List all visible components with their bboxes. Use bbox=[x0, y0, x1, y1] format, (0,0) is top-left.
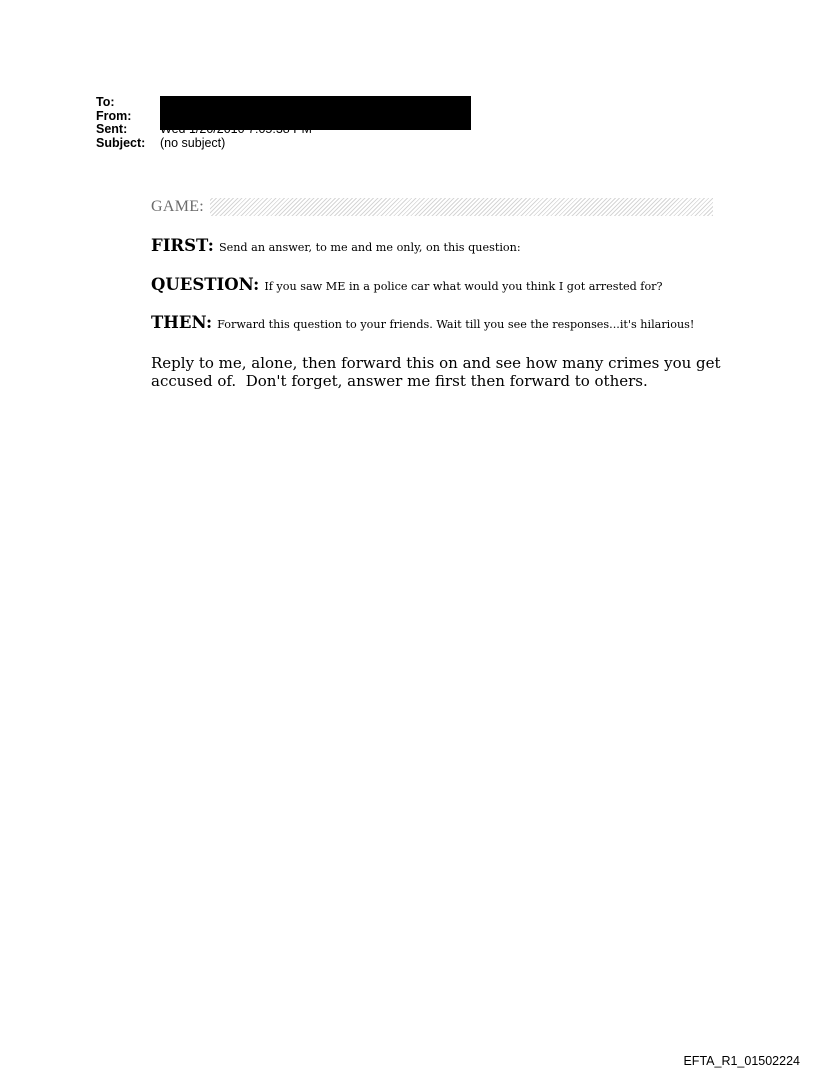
subject-label: Subject: bbox=[96, 135, 146, 150]
document-id: EFTA_R1_01502224 bbox=[683, 1054, 800, 1068]
redaction-bar bbox=[160, 96, 471, 130]
question-paragraph bbox=[151, 275, 663, 294]
first-text: Send an answer, to me and me only, on this question: bbox=[218, 241, 521, 254]
then-text: Forward this question to your friends. Wait till you see the responses...it's hilarious! bbox=[217, 318, 695, 331]
closing-paragraph bbox=[151, 354, 731, 390]
question-text: If you saw ME in a police car what would you think I got arrested for? bbox=[264, 280, 663, 293]
then-paragraph bbox=[151, 313, 694, 332]
subject-value: (no subject) bbox=[160, 135, 226, 150]
first-lead: FIRST: bbox=[151, 236, 214, 255]
closing-line-2: accused of. Don't forget, answer me first then forward to others. bbox=[151, 372, 648, 390]
to-label: To: bbox=[96, 95, 115, 109]
then-lead: THEN: bbox=[151, 313, 213, 332]
game-banner bbox=[148, 198, 713, 216]
first-paragraph bbox=[151, 236, 521, 255]
subject-row bbox=[96, 137, 312, 151]
sent-label: Sent: bbox=[96, 122, 128, 136]
closing-line-1: Reply to me, alone, then forward this on and see how many crimes you get bbox=[151, 354, 721, 372]
game-label: GAME: bbox=[148, 198, 210, 216]
question-lead: QUESTION: bbox=[151, 275, 260, 294]
from-label: From: bbox=[96, 108, 132, 123]
